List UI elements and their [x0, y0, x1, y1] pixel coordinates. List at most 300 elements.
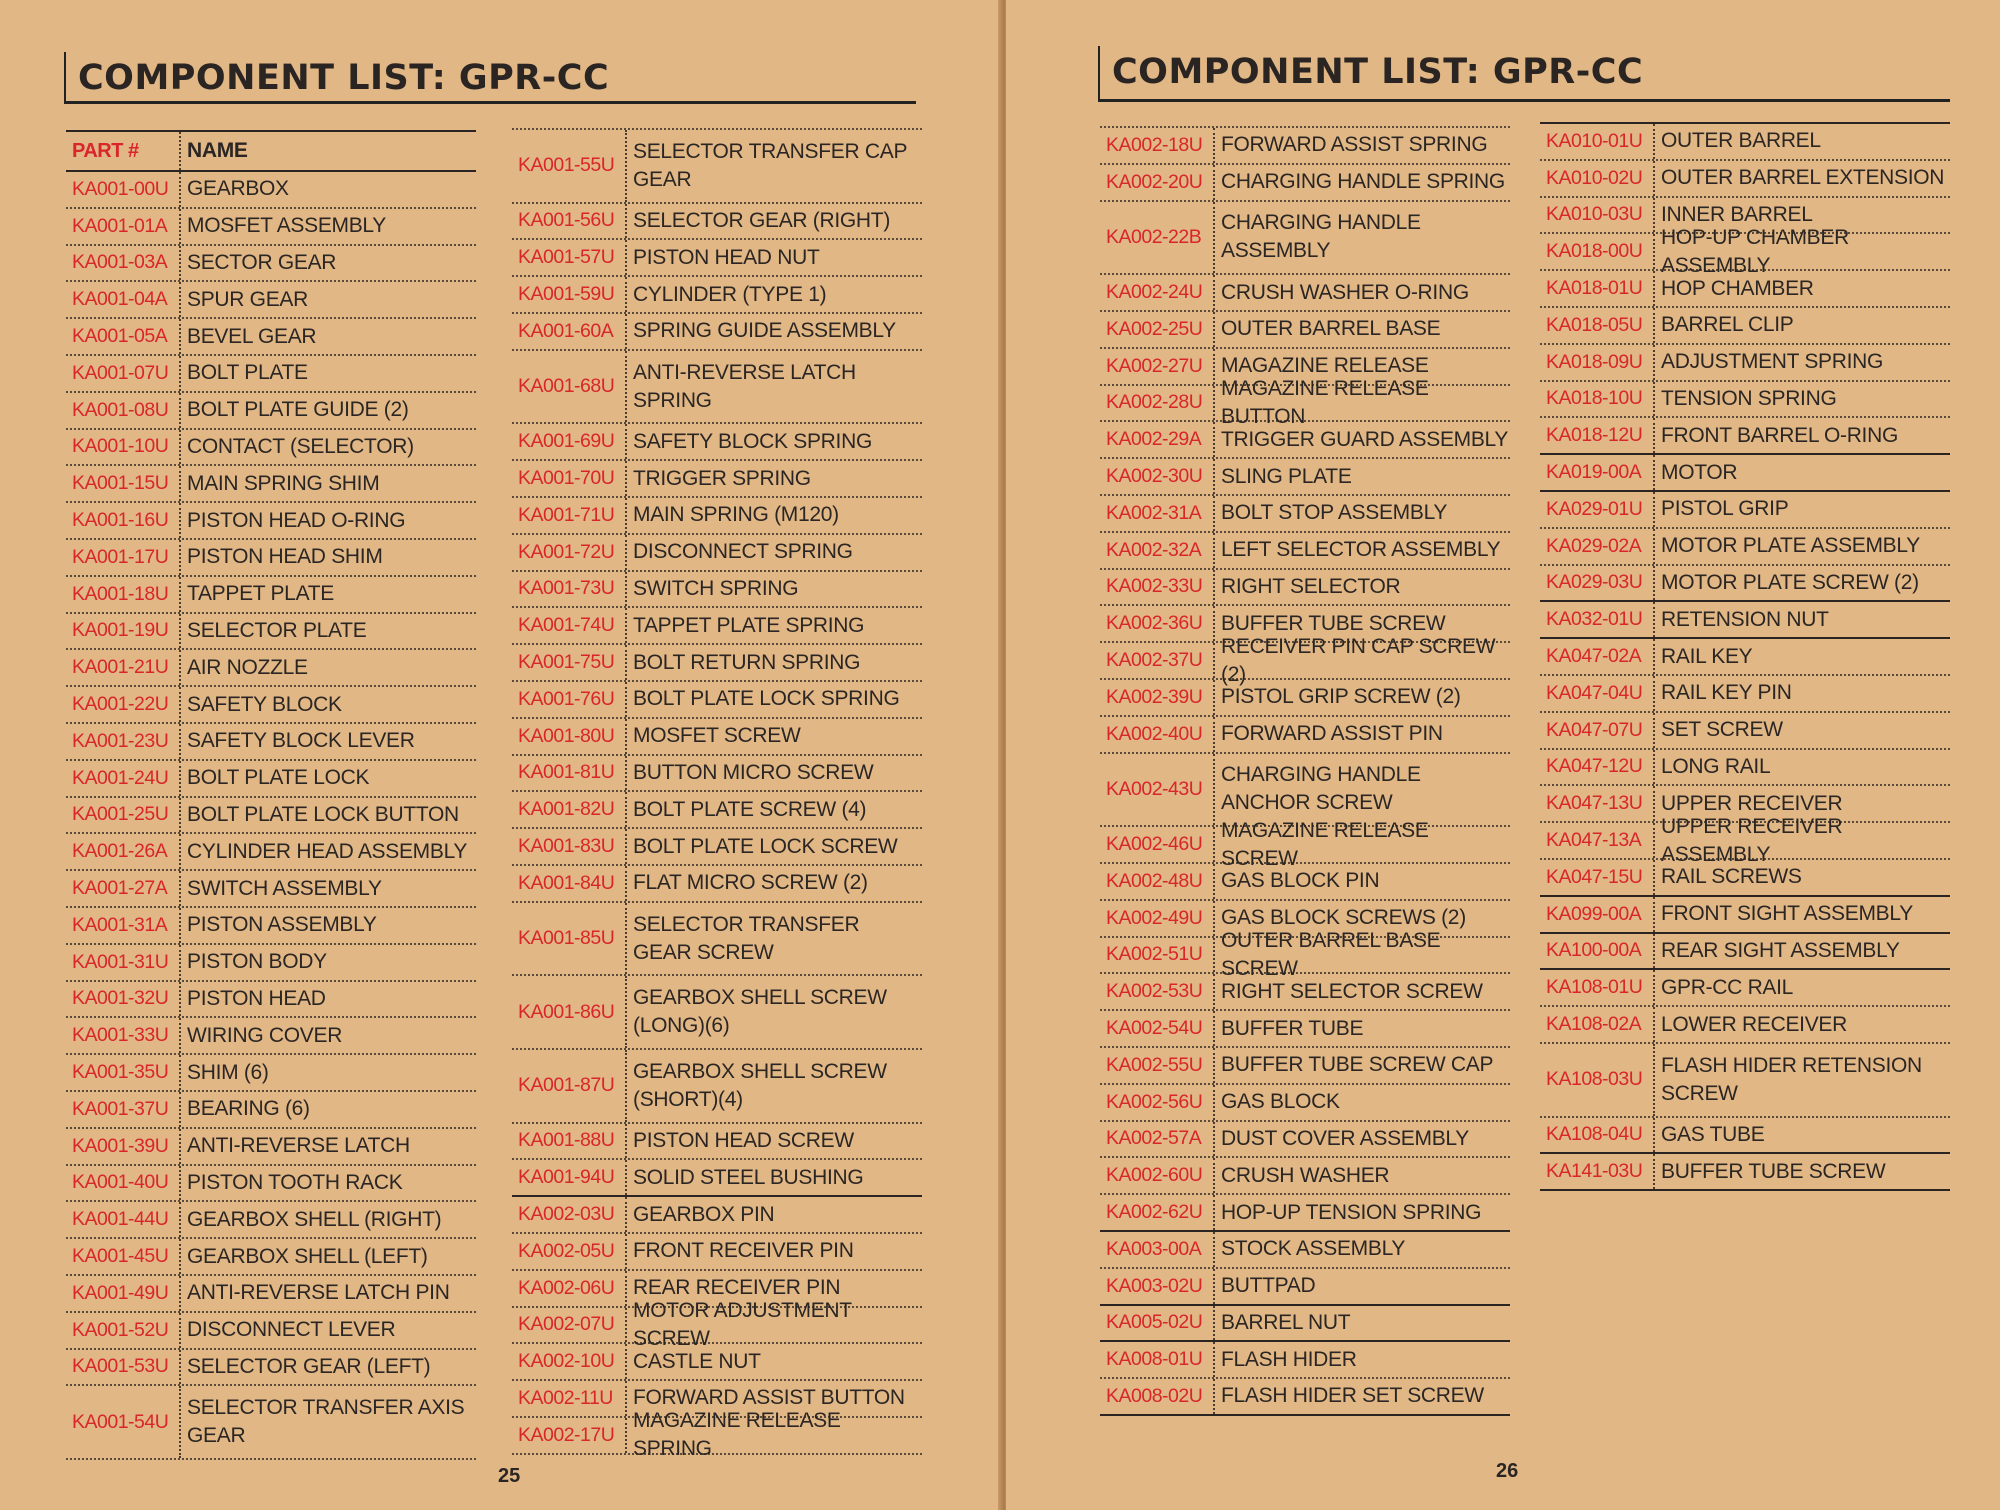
part-name: GAS BLOCK PIN — [1213, 864, 1510, 899]
part-name: STOCK ASSEMBLY — [1213, 1232, 1510, 1267]
part-name: BOLT PLATE LOCK — [179, 761, 476, 796]
table-row — [1540, 860, 1950, 897]
table-row — [66, 724, 476, 761]
part-number: KA001-73U — [518, 577, 615, 600]
part-number: KA002-31A — [1106, 501, 1202, 524]
part-number: KA001-35U — [72, 1061, 169, 1084]
part-name: BOLT PLATE LOCK SPRING — [625, 682, 922, 717]
table-row — [1540, 161, 1950, 198]
part-name: CYLINDER (TYPE 1) — [625, 277, 922, 312]
part-number: KA002-11U — [518, 1386, 613, 1409]
part-number: KA001-56U — [518, 209, 615, 232]
right-page — [1006, 0, 2000, 1510]
part-number: KA001-44U — [72, 1208, 169, 1231]
table-row — [1540, 345, 1950, 382]
part-number: KA010-03U — [1546, 203, 1643, 226]
part-name: BEVEL GEAR — [179, 319, 476, 354]
part-name: FLASH HIDER SET SCREW — [1213, 1379, 1510, 1414]
table-row — [1100, 1085, 1510, 1122]
part-name: RIGHT SELECTOR — [1213, 570, 1510, 605]
part-name: MOTOR PLATE SCREW (2) — [1653, 566, 1950, 601]
part-name: WIRING COVER — [179, 1018, 476, 1053]
part-name: BUFFER TUBE SCREW — [1653, 1154, 1950, 1189]
part-number: KA001-23U — [72, 729, 169, 752]
part-name: BOLT PLATE SCREW (4) — [625, 792, 922, 827]
part-name: HOP-UP CHAMBER ASSEMBLY — [1653, 234, 1950, 269]
part-number: KA001-71U — [518, 503, 615, 526]
table-row — [1100, 459, 1510, 496]
part-number: KA047-15U — [1546, 865, 1643, 888]
part-number: KA001-15U — [72, 472, 169, 495]
part-name: GAS TUBE — [1653, 1118, 1950, 1153]
part-number: KA001-00U — [72, 177, 169, 200]
part-number: KA002-27U — [1106, 354, 1203, 377]
part-name: SAFETY BLOCK — [179, 687, 476, 722]
part-number: KA002-22B — [1106, 225, 1202, 248]
table-row — [66, 209, 476, 246]
table-row — [512, 461, 922, 498]
part-number: KA001-72U — [518, 540, 615, 563]
table-row — [66, 356, 476, 393]
part-number: KA001-87U — [518, 1074, 615, 1097]
table-row — [66, 503, 476, 540]
table-row — [512, 1050, 922, 1124]
part-number: KA001-53U — [72, 1355, 169, 1378]
part-number: KA002-51U — [1106, 943, 1203, 966]
part-name: MAGAZINE RELEASE SPRING — [625, 1418, 922, 1453]
part-number: KA002-18U — [1106, 133, 1203, 156]
part-number: KA008-01U — [1106, 1348, 1203, 1371]
part-name: TRIGGER GUARD ASSEMBLY — [1213, 422, 1510, 457]
part-number: KA001-80U — [518, 724, 615, 747]
part-number: KA018-01U — [1546, 277, 1643, 300]
part-name: HOP-UP TENSION SPRING — [1213, 1195, 1510, 1230]
part-name: MAGAZINE RELEASE — [1213, 349, 1510, 384]
part-name: BUFFER TUBE SCREW CAP — [1213, 1048, 1510, 1083]
table-row — [1540, 418, 1950, 455]
part-number: KA002-43U — [1106, 777, 1203, 800]
part-number: KA001-75U — [518, 651, 615, 674]
table-row — [1100, 376, 1510, 428]
part-name: FRONT BARREL O-RING — [1653, 418, 1950, 453]
part-name: CHARGING HANDLE SPRING — [1213, 165, 1510, 200]
part-number: KA002-25U — [1106, 317, 1203, 340]
part-number: KA001-60A — [518, 319, 614, 342]
table-row — [512, 976, 922, 1050]
table-row — [1540, 750, 1950, 787]
table-row — [1100, 275, 1510, 312]
part-name: PISTON HEAD — [179, 982, 476, 1017]
part-name: SELECTOR TRANSFER CAP GEAR — [625, 130, 922, 202]
table-row — [1540, 1118, 1950, 1155]
table-row — [512, 314, 922, 351]
part-name: GEARBOX SHELL (LEFT) — [179, 1239, 476, 1274]
part-number: KA108-02A — [1546, 1013, 1642, 1036]
part-name: FLASH HIDER — [1213, 1342, 1510, 1377]
part-name: MAGAZINE RELEASE SCREW — [1213, 827, 1510, 862]
table-row — [512, 1124, 922, 1161]
table-row — [1100, 680, 1510, 717]
part-number: KA002-39U — [1106, 685, 1203, 708]
part-number: KA100-00A — [1546, 939, 1642, 962]
table-row — [1100, 1048, 1510, 1085]
table-row — [1100, 128, 1510, 165]
part-name: PISTOL GRIP — [1653, 492, 1950, 527]
part-name: PISTON HEAD SCREW — [625, 1124, 922, 1159]
part-number: KA001-22U — [72, 693, 169, 716]
part-name: CASTLE NUT — [625, 1344, 922, 1379]
part-number: KA001-69U — [518, 430, 615, 453]
part-name: GPR-CC RAIL — [1653, 970, 1950, 1005]
part-name: FRONT RECEIVER PIN — [625, 1234, 922, 1269]
table-row — [1540, 566, 1950, 603]
part-name: SET SCREW — [1653, 713, 1950, 748]
part-name: SAFETY BLOCK LEVER — [179, 724, 476, 759]
part-name: TAPPET PLATE SPRING — [625, 608, 922, 643]
part-number: KA001-88U — [518, 1129, 615, 1152]
part-name: PISTON HEAD SHIM — [179, 540, 476, 575]
table-row — [512, 866, 922, 903]
part-number: KA001-25U — [72, 803, 169, 826]
part-number: KA002-20U — [1106, 170, 1203, 193]
part-name: GEARBOX PIN — [625, 1197, 922, 1232]
part-name: LOWER RECEIVER — [1653, 1007, 1950, 1042]
part-name: FLASH HIDER RETENSION SCREW — [1653, 1044, 1950, 1116]
table-row — [66, 466, 476, 503]
part-name: MAGAZINE RELEASE BUTTON — [1213, 386, 1510, 421]
table-row — [512, 351, 922, 425]
part-name: FORWARD ASSIST SPRING — [1213, 128, 1510, 163]
part-number: KA001-10U — [72, 435, 169, 458]
part-number: KA008-02U — [1106, 1384, 1203, 1407]
table-row — [66, 1276, 476, 1313]
part-number: KA001-54U — [72, 1410, 169, 1433]
table-row — [512, 240, 922, 277]
part-number: KA001-03A — [72, 251, 168, 274]
part-number: KA002-29A — [1106, 428, 1202, 451]
part-name: PISTON HEAD NUT — [625, 240, 922, 275]
table-row — [1540, 676, 1950, 713]
table-row — [66, 1202, 476, 1239]
part-number-header: PART # — [72, 139, 139, 162]
table-row — [1540, 308, 1950, 345]
part-name: FORWARD ASSIST BUTTON — [625, 1381, 922, 1416]
part-number: KA001-37U — [72, 1097, 169, 1120]
part-number: KA002-05U — [518, 1239, 615, 1262]
part-name: RETENSION NUT — [1653, 602, 1950, 637]
part-number: KA003-02U — [1106, 1274, 1203, 1297]
table-row — [512, 277, 922, 314]
part-number: KA003-00A — [1106, 1237, 1202, 1260]
part-number: KA108-01U — [1546, 976, 1643, 999]
table-row — [1100, 496, 1510, 533]
part-number: KA032-01U — [1546, 608, 1643, 631]
part-number: KA001-85U — [518, 927, 615, 950]
table-row — [1100, 1122, 1510, 1159]
table-row — [1100, 864, 1510, 901]
part-number: KA001-04A — [72, 288, 168, 311]
part-number: KA001-17U — [72, 545, 169, 568]
part-number: KA047-07U — [1546, 718, 1643, 741]
table-row — [512, 1197, 922, 1234]
part-number: KA018-05U — [1546, 313, 1643, 336]
part-name: PISTOL GRIP SCREW (2) — [1213, 680, 1510, 715]
part-name: DISCONNECT SPRING — [625, 535, 922, 570]
part-rows — [512, 130, 922, 1461]
part-name: BOLT PLATE LOCK SCREW — [625, 829, 922, 864]
part-number: KA001-55U — [518, 154, 615, 177]
part-number: KA047-13A — [1546, 829, 1642, 852]
part-number: KA001-05A — [72, 325, 168, 348]
table-row — [1540, 897, 1950, 934]
part-name: SAFETY BLOCK SPRING — [625, 424, 922, 459]
part-number: KA001-74U — [518, 614, 615, 637]
table-row — [66, 761, 476, 798]
table-row — [1540, 271, 1950, 308]
table-row — [66, 319, 476, 356]
part-number: KA001-07U — [72, 361, 169, 384]
part-name: SLING PLATE — [1213, 459, 1510, 494]
table-row — [1540, 529, 1950, 566]
table-row — [66, 614, 476, 651]
part-name: DISCONNECT LEVER — [179, 1313, 476, 1348]
table-row — [1100, 1158, 1510, 1195]
part-name: MAIN SPRING SHIM — [179, 466, 476, 501]
part-name: RIGHT SELECTOR SCREW — [1213, 974, 1510, 1009]
table-row — [66, 577, 476, 614]
table-row — [512, 572, 922, 609]
part-number: KA001-31U — [72, 950, 169, 973]
part-name: BARREL NUT — [1213, 1306, 1510, 1341]
part-name: FORWARD ASSIST PIN — [1213, 717, 1510, 752]
part-name: SELECTOR TRANSFER GEAR SCREW — [625, 903, 922, 975]
part-name: PISTON TOOTH RACK — [179, 1166, 476, 1201]
part-rows — [1540, 124, 1950, 1191]
part-number: KA002-32A — [1106, 538, 1202, 561]
part-number: KA002-17U — [518, 1423, 615, 1446]
part-number: KA047-04U — [1546, 681, 1643, 704]
part-number: KA001-31A — [72, 913, 168, 936]
part-name: REAR SIGHT ASSEMBLY — [1653, 934, 1950, 969]
part-number: KA001-39U — [72, 1134, 169, 1157]
table-row — [512, 903, 922, 977]
table-row — [66, 650, 476, 687]
table-row — [66, 871, 476, 908]
part-number: KA001-70U — [518, 467, 615, 490]
part-name: PISTON BODY — [179, 945, 476, 980]
part-name: SELECTOR GEAR (RIGHT) — [625, 204, 922, 239]
part-number: KA002-36U — [1106, 612, 1203, 635]
part-name: OUTER BARREL — [1653, 124, 1950, 159]
table-row — [1540, 1007, 1950, 1044]
part-number: KA018-09U — [1546, 350, 1643, 373]
part-name: UPPER RECEIVER — [1653, 786, 1950, 821]
table-row — [1540, 713, 1950, 750]
table-row — [1100, 1195, 1510, 1232]
part-name: BOLT STOP ASSEMBLY — [1213, 496, 1510, 531]
table-row — [66, 1386, 476, 1460]
part-name: INNER BARREL — [1653, 198, 1950, 233]
part-number: KA001-81U — [518, 761, 615, 784]
table-row — [66, 282, 476, 319]
part-number: KA001-01A — [72, 214, 168, 237]
part-number: KA047-13U — [1546, 792, 1643, 815]
table-row — [512, 645, 922, 682]
table-row — [66, 1055, 476, 1092]
part-name: MOSFET SCREW — [625, 719, 922, 754]
part-number: KA001-76U — [518, 687, 615, 710]
part-name: TENSION SPRING — [1653, 382, 1950, 417]
part-number: KA005-02U — [1106, 1311, 1203, 1334]
table-row — [512, 1234, 922, 1271]
part-number: KA001-32U — [72, 987, 169, 1010]
table-row — [1100, 928, 1510, 980]
table-row — [1100, 165, 1510, 202]
part-name: CHARGING HANDLE ASSEMBLY — [1213, 202, 1510, 274]
part-name: GAS BLOCK — [1213, 1085, 1510, 1120]
page-number: 26 — [1496, 1460, 1519, 1482]
part-number: KA002-54U — [1106, 1017, 1203, 1040]
part-name: REAR RECEIVER PIN — [625, 1271, 922, 1306]
part-name: SECTOR GEAR — [179, 246, 476, 281]
part-number: KA001-68U — [518, 375, 615, 398]
table-row — [1100, 202, 1510, 276]
table-row — [512, 535, 922, 572]
table-row — [1100, 570, 1510, 607]
part-list-column-1 — [66, 130, 476, 1460]
part-name: BUTTPAD — [1213, 1269, 1510, 1304]
part-number: KA001-83U — [518, 835, 615, 858]
table-row — [66, 1018, 476, 1055]
part-name: SELECTOR PLATE — [179, 614, 476, 649]
part-number: KA001-86U — [518, 1000, 615, 1023]
part-number: KA001-49U — [72, 1281, 169, 1304]
part-number: KA002-55U — [1106, 1053, 1203, 1076]
page-title: COMPONENT LIST: GPR-CC — [78, 58, 610, 98]
part-number: KA047-12U — [1546, 755, 1643, 778]
part-number: KA002-56U — [1106, 1090, 1203, 1113]
table-row — [512, 1409, 922, 1461]
part-name: BOLT PLATE — [179, 356, 476, 391]
part-number: KA029-02A — [1546, 534, 1642, 557]
part-name: OUTER BARREL BASE — [1213, 312, 1510, 347]
part-name: BOLT RETURN SPRING — [625, 645, 922, 680]
part-name: MAIN SPRING (M120) — [625, 498, 922, 533]
table-row — [512, 608, 922, 645]
table-row — [66, 908, 476, 945]
part-name: GEARBOX SHELL (RIGHT) — [179, 1202, 476, 1237]
part-number: KA001-57U — [518, 246, 615, 269]
part-number: KA001-16U — [72, 509, 169, 532]
name-header: NAME — [179, 132, 476, 170]
part-rows — [1100, 128, 1510, 1416]
part-number: KA010-01U — [1546, 129, 1643, 152]
part-name: CONTACT (SELECTOR) — [179, 430, 476, 465]
part-number: KA001-52U — [72, 1318, 169, 1341]
part-name: OUTER BARREL EXTENSION — [1653, 161, 1950, 196]
page-title-block — [64, 52, 916, 104]
part-name: LONG RAIL — [1653, 750, 1950, 785]
part-name: MOTOR ADJUSTMENT SCREW — [625, 1308, 922, 1343]
part-name: ADJUSTMENT SPRING — [1653, 345, 1950, 380]
part-name: ANTI-REVERSE LATCH SPRING — [625, 351, 922, 423]
table-row — [66, 687, 476, 724]
part-name: MOTOR — [1653, 455, 1950, 490]
part-number: KA002-28U — [1106, 391, 1203, 414]
table-row — [512, 1344, 922, 1381]
part-name: CRUSH WASHER O-RING — [1213, 275, 1510, 310]
part-number: KA002-06U — [518, 1276, 615, 1299]
part-name: AIR NOZZLE — [179, 650, 476, 685]
part-name: PISTON ASSEMBLY — [179, 908, 476, 943]
part-number: KA019-00A — [1546, 461, 1642, 484]
table-row — [1540, 602, 1950, 639]
part-name: BUFFER TUBE — [1213, 1011, 1510, 1046]
part-number: KA002-33U — [1106, 575, 1203, 598]
part-name: LEFT SELECTOR ASSEMBLY — [1213, 533, 1510, 568]
part-number: KA001-33U — [72, 1024, 169, 1047]
table-row — [1540, 814, 1950, 866]
table-row — [1100, 533, 1510, 570]
table-row — [512, 1298, 922, 1350]
table-row — [66, 430, 476, 467]
table-row — [66, 1350, 476, 1387]
table-row — [66, 1313, 476, 1350]
table-row — [1100, 1232, 1510, 1269]
part-name: GEARBOX SHELL SCREW (SHORT)(4) — [625, 1050, 922, 1122]
table-row — [512, 424, 922, 461]
part-number: KA001-40U — [72, 1171, 169, 1194]
table-row — [66, 834, 476, 871]
table-row — [1540, 1044, 1950, 1118]
table-row — [1100, 818, 1510, 870]
table-row — [1100, 717, 1510, 754]
table-row — [512, 756, 922, 793]
part-name: BUFFER TUBE SCREW — [1213, 606, 1510, 641]
page-title-block — [1098, 46, 1950, 102]
part-number: KA002-24U — [1106, 281, 1203, 304]
table-row — [1540, 382, 1950, 419]
part-number: KA002-46U — [1106, 833, 1203, 856]
part-name: SOLID STEEL BUSHING — [625, 1160, 922, 1195]
table-row — [512, 130, 922, 204]
table-row — [512, 829, 922, 866]
page-title: COMPONENT LIST: GPR-CC — [1112, 52, 1644, 92]
part-number: KA010-02U — [1546, 166, 1643, 189]
part-number: KA002-03U — [518, 1203, 615, 1225]
part-name: BOLT PLATE GUIDE (2) — [179, 393, 476, 428]
table-row — [512, 1160, 922, 1197]
part-name: FRONT SIGHT ASSEMBLY — [1653, 897, 1950, 932]
table-row — [66, 982, 476, 1019]
part-number: KA001-21U — [72, 656, 169, 679]
part-name: BEARING (6) — [179, 1092, 476, 1127]
part-number: KA001-27A — [72, 877, 168, 900]
part-name: MOTOR PLATE ASSEMBLY — [1653, 529, 1950, 564]
part-number: KA002-30U — [1106, 465, 1203, 488]
part-number: KA029-01U — [1546, 497, 1643, 520]
table-row — [1100, 312, 1510, 349]
table-row — [1540, 492, 1950, 529]
part-number: KA001-94U — [518, 1166, 615, 1189]
part-number: KA002-62U — [1106, 1201, 1203, 1223]
part-name: SPUR GEAR — [179, 282, 476, 317]
part-number: KA108-04U — [1546, 1123, 1643, 1146]
table-row — [1540, 639, 1950, 676]
table-row — [1100, 1342, 1510, 1379]
table-row — [66, 1239, 476, 1276]
part-number: KA002-40U — [1106, 722, 1203, 745]
